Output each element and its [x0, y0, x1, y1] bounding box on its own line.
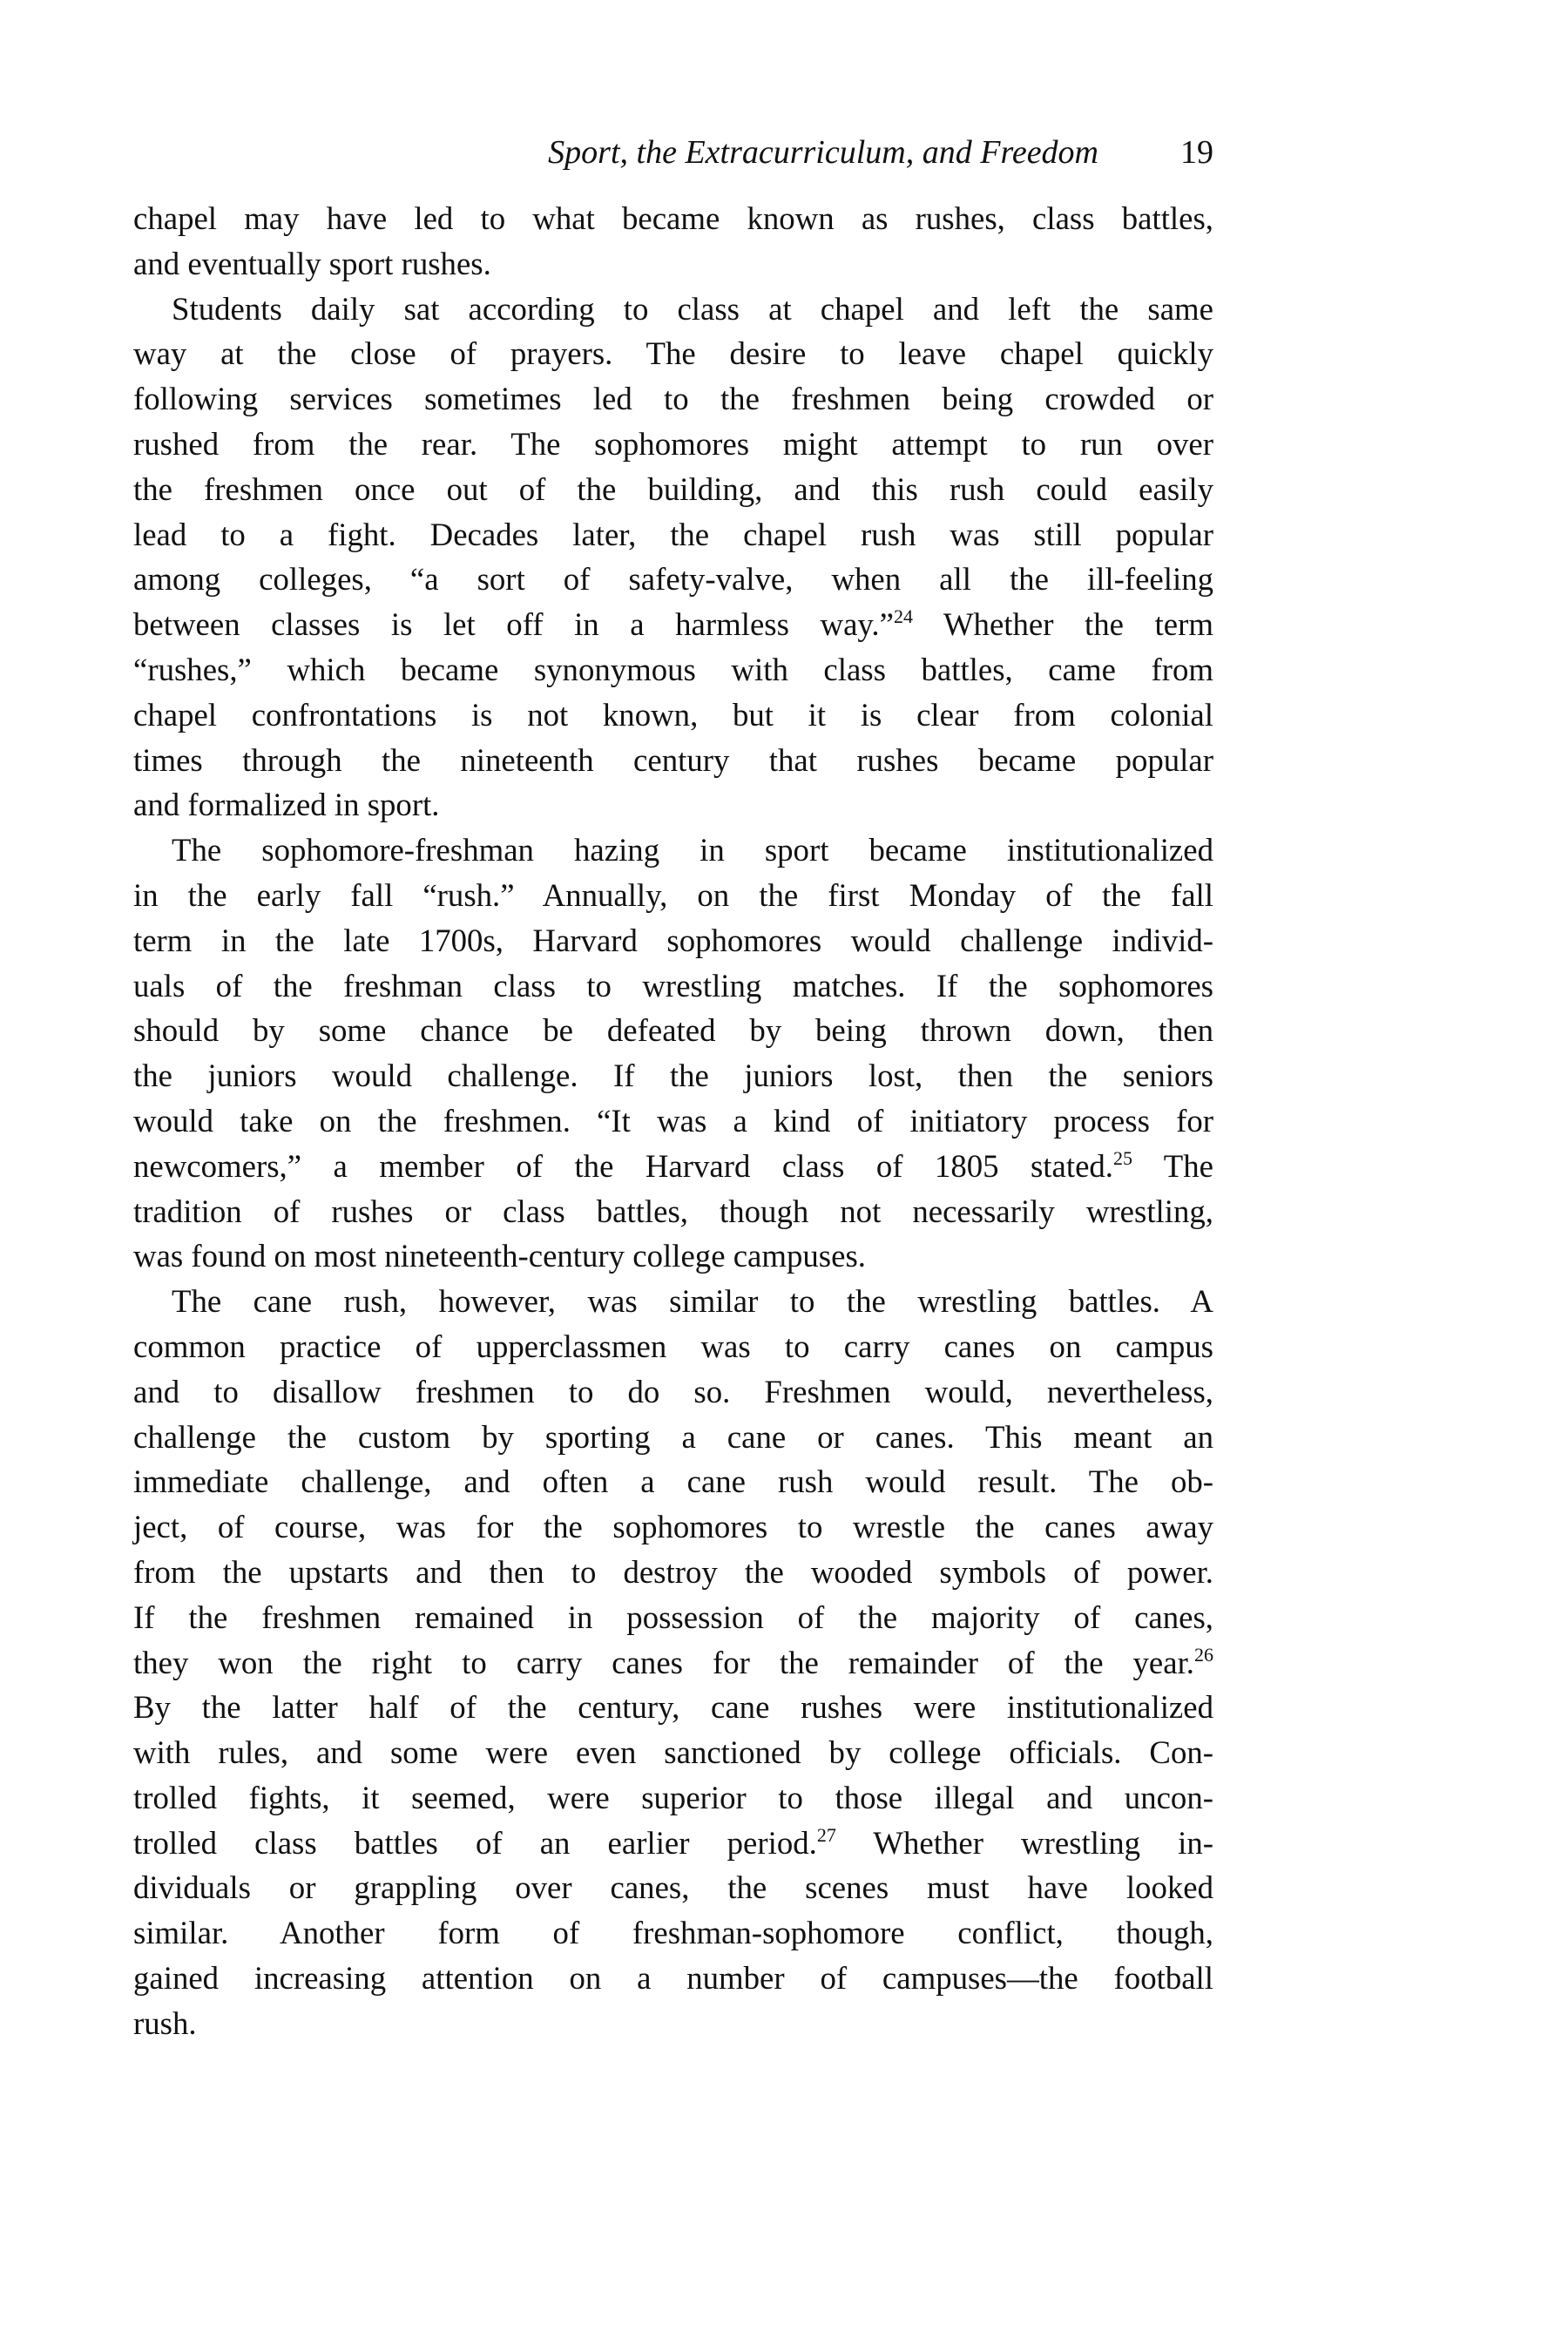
- text-line: If the freshmen remained in possession of the majority of canes,: [133, 1598, 1213, 1635]
- footnote-ref: 27: [816, 1823, 836, 1846]
- text-line: times through the nineteenth century that rushes became popular: [133, 741, 1213, 778]
- footnote-ref: 26: [1194, 1643, 1213, 1666]
- text-line: way at the close of prayers. The desire to leave chapel quickly: [133, 335, 1213, 372]
- text-line: trolled class battles of an earlier period.$^{27}$ Whether wrestling in-: [133, 1823, 1213, 1861]
- text-line: should by some chance be defeated by being thrown down, then: [133, 1012, 1213, 1049]
- text-line: rushed from the rear. The sophomores might attempt to run over: [133, 425, 1213, 462]
- page-number: 19: [1180, 134, 1213, 171]
- running-title: Sport, the Extracurriculum, and Freedom: [548, 134, 1098, 171]
- text-line: was found on most nineteenth-century college campuses.: [133, 1238, 866, 1274]
- text-line: immediate challenge, and often a cane rush would result. The ob-: [133, 1463, 1213, 1500]
- text-line: newcomers,” a member of the Harvard class of 1805 stated.$^{25}$ The: [133, 1146, 1213, 1184]
- running-head: [133, 131, 1213, 183]
- paragraph-first-line: The sophomore-freshman hazing in sport became institutionalized: [172, 832, 1213, 868]
- paragraph-first-line: Students daily sat according to class at chapel and left the same: [172, 290, 1213, 327]
- footnote-ref: 24: [893, 605, 913, 628]
- text-line: from the upstarts and then to destroy the wooded symbols of power.: [133, 1553, 1213, 1590]
- text-line: ject, of course, was for the sophomores to wrestle the canes away: [133, 1509, 1213, 1545]
- text-line: in the early fall “rush.” Annually, on the first Monday of the fall: [133, 876, 1213, 913]
- text-line: rush.: [133, 2004, 197, 2041]
- text-line: they won the right to carry canes for the remainder of the year.$^{26}$: [133, 1643, 1213, 1680]
- text-line: chapel may have led to what became known as rushes, class battles,: [133, 200, 1213, 236]
- text-line: and to disallow freshmen to do so. Freshmen would, nevertheless,: [133, 1373, 1213, 1409]
- text-line: among colleges, “a sort of safety-valve, when all the ill-feeling: [133, 561, 1213, 598]
- footnote-ref: 25: [1113, 1146, 1132, 1169]
- text-line: common practice of upperclassmen was to carry canes on campus: [133, 1328, 1213, 1364]
- text-line: would take on the freshmen. “It was a kind of initiatory process for: [133, 1102, 1213, 1139]
- text-line: and eventually sport rushes.: [133, 245, 491, 281]
- text-line: term in the late 1700s, Harvard sophomores would challenge individ-: [133, 922, 1213, 958]
- text-line: the freshmen once out of the building, and this rush could easily: [133, 470, 1213, 507]
- text-line: similar. Another form of freshman-sophomore conflict, though,: [133, 1915, 1213, 1951]
- text-line: challenge the custom by sporting a cane or canes. This meant an: [133, 1418, 1213, 1455]
- paragraph-first-line: The cane rush, however, was similar to the wrestling battles. A: [172, 1283, 1213, 1320]
- text-line: chapel confrontations is not known, but it is clear from colonial: [133, 696, 1213, 733]
- text-line: tradition of rushes or class battles, though not necessarily wrestling,: [133, 1193, 1213, 1229]
- text-line: “rushes,” which became synonymous with class battles, came from: [133, 651, 1213, 687]
- body-text: [133, 196, 1213, 2046]
- text-line: gained increasing attention on a number of campuses—the football: [133, 1960, 1213, 1997]
- text-line: the juniors would challenge. If the juniors lost, then the seniors: [133, 1058, 1213, 1094]
- text-line: uals of the freshman class to wrestling matches. If the sophomores: [133, 967, 1213, 1004]
- text-line: and formalized in sport.: [133, 787, 440, 823]
- text-line: dividuals or grappling over canes, the scenes must have looked: [133, 1869, 1213, 1906]
- text-line: lead to a fight. Decades later, the chapel rush was still popular: [133, 516, 1213, 552]
- text-line: following services sometimes led to the freshmen being crowded or: [133, 381, 1213, 417]
- text-line: By the latter half of the century, cane rushes were institutionalized: [133, 1689, 1213, 1726]
- text-line: with rules, and some were even sanctioned by college officials. Con-: [133, 1734, 1213, 1771]
- text-line: between classes is let off in a harmless way.”$^{24}$ Whether the term: [133, 605, 1213, 643]
- text-line: trolled fights, it seemed, were superior to those illegal and uncon-: [133, 1779, 1213, 1815]
